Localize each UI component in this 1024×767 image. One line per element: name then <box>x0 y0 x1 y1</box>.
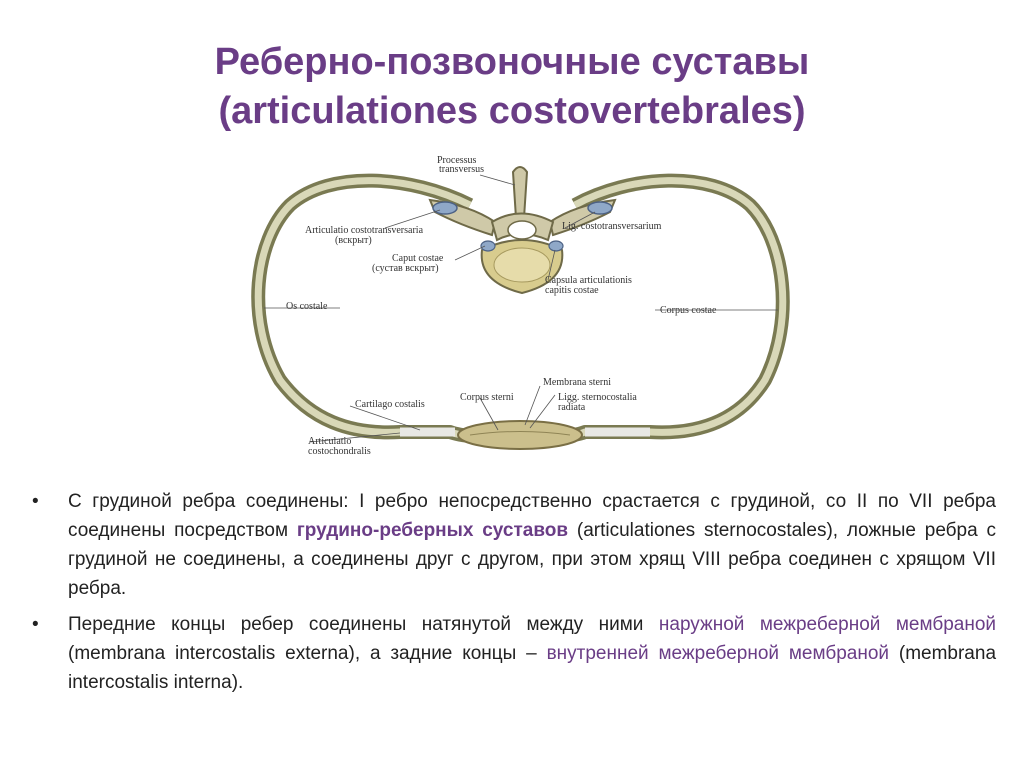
sternum <box>458 421 582 449</box>
highlight-term: наружной межреберной мембраной <box>658 614 997 635</box>
label-capsula-2: capitis costae <box>545 285 599 296</box>
bullet-text: (membrana intercostalis interna). <box>68 643 997 693</box>
bullet-marker: • <box>32 491 39 512</box>
rib-head-left <box>481 241 495 251</box>
title-line-1: Реберно-позвоночные суставы <box>214 41 810 83</box>
costotransverse-joint-left <box>433 202 457 214</box>
highlight-term: внутренней межреберной мембраной <box>546 643 890 664</box>
bullet-item <box>30 610 996 697</box>
slide-title <box>0 38 1024 136</box>
bullet-text: С грудиной ребра соединены: I ребро непосредственно срастается с грудиной, со II по VII ребра соединены посредством <box>68 491 996 541</box>
label-art-costochon: Articulatio <box>308 436 352 447</box>
label-art-costotrans-2: (вскрыт) <box>335 235 372 246</box>
label-caput-costae: Caput costae <box>392 253 444 264</box>
label-corpus-costae: Corpus costae <box>660 305 717 316</box>
bullet-marker: • <box>32 614 39 635</box>
label-radiata: radiata <box>558 402 586 413</box>
label-cartilago: Cartilago costalis <box>355 399 425 410</box>
label-lig-costotrans: Lig. costotransversarium <box>562 221 662 232</box>
label-capsula: Capsula articulationis <box>545 275 632 286</box>
rib-head-right <box>549 241 563 251</box>
bullet-item <box>30 487 996 603</box>
rib-diagram <box>230 150 820 475</box>
spinous-process <box>513 167 527 218</box>
title-line-2: (articulationes costovertebrales) <box>218 90 806 132</box>
label-transversus: transversus <box>439 164 484 175</box>
label-art-costotrans: Articulatio costotransversaria <box>305 225 424 236</box>
costotransverse-joint-right <box>588 202 612 214</box>
vertebral-foramen <box>508 221 536 239</box>
label-corpus-sterni: Corpus sterni <box>460 392 514 403</box>
bullet-text: (membrana intercostalis externa), а задние концы – <box>68 643 547 664</box>
highlight-term: грудино-реберных суставов <box>296 520 569 541</box>
label-membrana-sterni: Membrana sterni <box>543 377 612 388</box>
label-os-costale: Os costale <box>286 301 328 312</box>
label-caput-costae-2: (сустав вскрыт) <box>372 263 439 274</box>
label-processus: Processus <box>437 155 477 166</box>
label-art-costochon-2: costochondralis <box>308 446 371 457</box>
costovertebral-illustration <box>230 150 820 475</box>
bullet-text: Передние концы ребер соединены натянутой между ними <box>68 614 659 635</box>
bullet-text: (articulationes sternocostales), ложные ребра с грудиной не соединены, а соединены друг с другом, при этом хрящ VIII ребра соединен с хрящом VII ребра. <box>68 520 996 599</box>
label-ligg-sternocostalia: Ligg. sternocostalia <box>558 392 637 403</box>
bullet-list <box>30 487 996 704</box>
